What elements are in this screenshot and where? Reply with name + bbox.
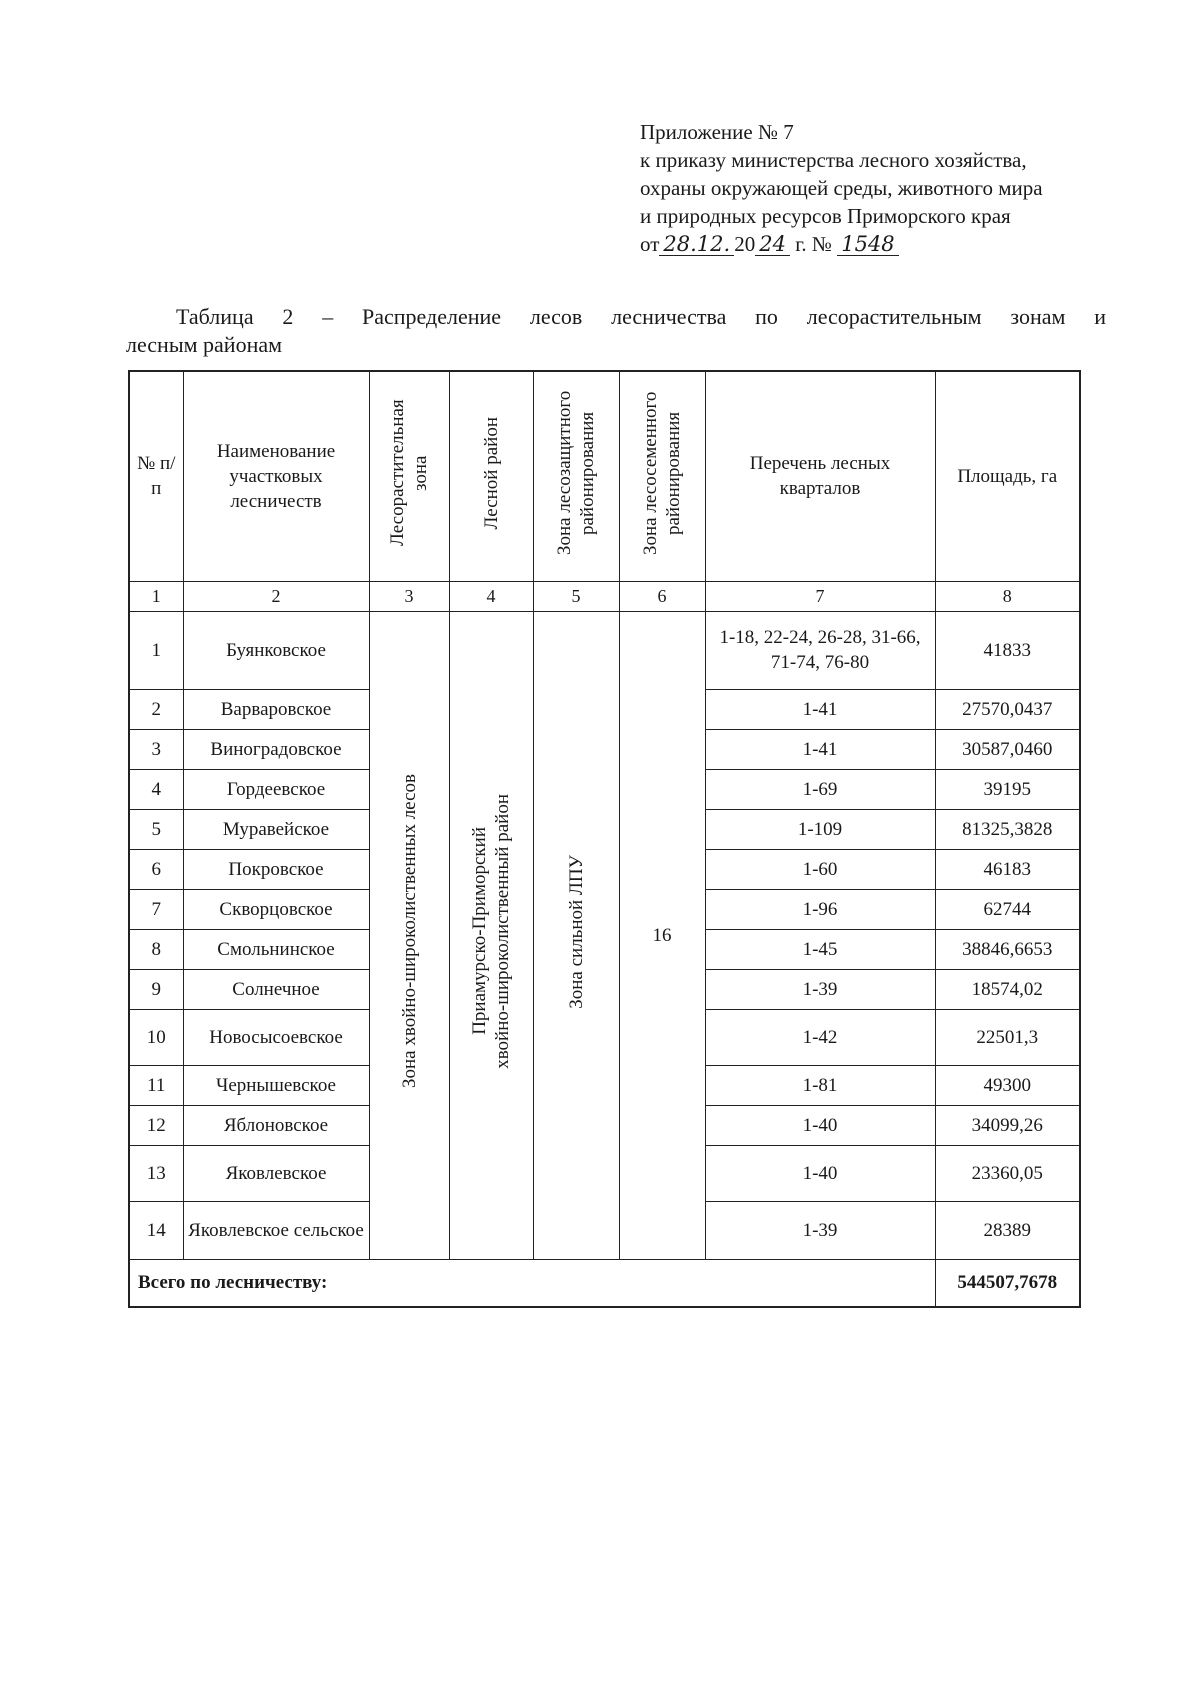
total-area: 544507,7678 bbox=[935, 1259, 1080, 1307]
row-num: 4 bbox=[129, 769, 183, 809]
row-area: 81325,3828 bbox=[935, 809, 1080, 849]
header-protect: Зона лесозащитного районирования bbox=[533, 371, 619, 581]
caption-line-2: лесным районам bbox=[126, 332, 283, 357]
header-area: Площадь, га bbox=[935, 371, 1080, 581]
row-area: 39195 bbox=[935, 769, 1080, 809]
row-name: Яковлевское сельское bbox=[183, 1201, 369, 1259]
date-year-prefix: 20 bbox=[734, 232, 756, 256]
merged-seed: 16 bbox=[619, 611, 705, 1259]
total-label: Всего по лесничеству: bbox=[129, 1259, 935, 1307]
row-quarters: 1-39 bbox=[705, 1201, 935, 1259]
row-quarters: 1-41 bbox=[705, 689, 935, 729]
row-quarters: 1-109 bbox=[705, 809, 935, 849]
row-area: 62744 bbox=[935, 889, 1080, 929]
appendix-header bbox=[640, 118, 1043, 258]
row-name: Буянковское bbox=[183, 611, 369, 689]
handwritten-order-number: 1548 bbox=[837, 233, 898, 256]
caption-line-1: Таблица 2 – Распределение лесов лесничества по лесорастительным зонам и bbox=[176, 304, 1106, 329]
row-name: Солнечное bbox=[183, 969, 369, 1009]
row-quarters: 1-42 bbox=[705, 1009, 935, 1065]
row-name: Яковлевское bbox=[183, 1145, 369, 1201]
header-seed: Зона лесосеменного районирования bbox=[619, 371, 705, 581]
col-number: 3 bbox=[369, 581, 449, 611]
handwritten-date: 28.12. bbox=[659, 233, 734, 256]
appendix-date-line bbox=[640, 230, 1043, 258]
row-quarters: 1-60 bbox=[705, 849, 935, 889]
appendix-ministry-line: охраны окружающей среды, животного мира bbox=[640, 176, 1043, 200]
row-num: 7 bbox=[129, 889, 183, 929]
column-numbers-row bbox=[129, 581, 1080, 611]
row-name: Варваровское bbox=[183, 689, 369, 729]
row-num: 12 bbox=[129, 1105, 183, 1145]
table-row bbox=[129, 611, 1080, 689]
merged-protect: Зона сильной ЛПУ bbox=[533, 611, 619, 1259]
row-num: 10 bbox=[129, 1009, 183, 1065]
row-area: 38846,6653 bbox=[935, 929, 1080, 969]
row-num: 2 bbox=[129, 689, 183, 729]
header-quarters: Перечень лесных кварталов bbox=[705, 371, 935, 581]
row-name: Чернышевское bbox=[183, 1065, 369, 1105]
row-num: 13 bbox=[129, 1145, 183, 1201]
col-number: 1 bbox=[129, 581, 183, 611]
row-area: 30587,0460 bbox=[935, 729, 1080, 769]
row-name: Новосысоевское bbox=[183, 1009, 369, 1065]
row-name: Покровское bbox=[183, 849, 369, 889]
row-name: Виноградовское bbox=[183, 729, 369, 769]
row-name: Гордеевское bbox=[183, 769, 369, 809]
row-area: 49300 bbox=[935, 1065, 1080, 1105]
appendix-order-line: к приказу министерства лесного хозяйства, bbox=[640, 148, 1027, 172]
row-name: Муравейское bbox=[183, 809, 369, 849]
row-quarters: 1-69 bbox=[705, 769, 935, 809]
row-area: 22501,3 bbox=[935, 1009, 1080, 1065]
col-number: 4 bbox=[449, 581, 533, 611]
row-area: 41833 bbox=[935, 611, 1080, 689]
forest-distribution-table bbox=[128, 370, 1081, 1308]
row-name: Яблоновское bbox=[183, 1105, 369, 1145]
col-number: 6 bbox=[619, 581, 705, 611]
header-name: Наименование участковых лесничеств bbox=[183, 371, 369, 581]
total-row bbox=[129, 1259, 1080, 1307]
row-num: 14 bbox=[129, 1201, 183, 1259]
row-area: 46183 bbox=[935, 849, 1080, 889]
row-quarters: 1-40 bbox=[705, 1145, 935, 1201]
row-area: 18574,02 bbox=[935, 969, 1080, 1009]
row-area: 23360,05 bbox=[935, 1145, 1080, 1201]
row-area: 28389 bbox=[935, 1201, 1080, 1259]
row-area: 34099,26 bbox=[935, 1105, 1080, 1145]
col-number: 5 bbox=[533, 581, 619, 611]
header-row bbox=[129, 371, 1080, 581]
merged-zone: Зона хвойно-широколиственных лесов bbox=[369, 611, 449, 1259]
district-line-2: хвойно-широколиственный район bbox=[492, 794, 513, 1069]
district-line-1: Приамурско-Приморский bbox=[469, 827, 490, 1036]
row-quarters: 1-40 bbox=[705, 1105, 935, 1145]
row-quarters: 1-18, 22-24, 26-28, 31-66, 71-74, 76-80 bbox=[705, 611, 935, 689]
handwritten-year: 24 bbox=[755, 233, 790, 256]
row-num: 8 bbox=[129, 929, 183, 969]
row-name: Скворцовское bbox=[183, 889, 369, 929]
row-quarters: 1-41 bbox=[705, 729, 935, 769]
date-suffix: г. № bbox=[795, 232, 832, 256]
row-quarters: 1-96 bbox=[705, 889, 935, 929]
row-num: 11 bbox=[129, 1065, 183, 1105]
merged-district bbox=[449, 611, 533, 1259]
appendix-title: Приложение № 7 bbox=[640, 120, 794, 144]
header-num: № п/п bbox=[129, 371, 183, 581]
row-quarters: 1-81 bbox=[705, 1065, 935, 1105]
header-district: Лесной район bbox=[449, 371, 533, 581]
row-num: 1 bbox=[129, 611, 183, 689]
row-num: 9 bbox=[129, 969, 183, 1009]
row-num: 5 bbox=[129, 809, 183, 849]
row-num: 6 bbox=[129, 849, 183, 889]
row-name: Смольнинское bbox=[183, 929, 369, 969]
row-quarters: 1-39 bbox=[705, 969, 935, 1009]
col-number: 8 bbox=[935, 581, 1080, 611]
header-zone: Лесорастительная зона bbox=[369, 371, 449, 581]
appendix-region-line: и природных ресурсов Приморского края bbox=[640, 204, 1011, 228]
row-quarters: 1-45 bbox=[705, 929, 935, 969]
date-prefix: от bbox=[640, 232, 660, 256]
col-number: 2 bbox=[183, 581, 369, 611]
table-caption bbox=[126, 303, 1106, 359]
row-area: 27570,0437 bbox=[935, 689, 1080, 729]
col-number: 7 bbox=[705, 581, 935, 611]
row-num: 3 bbox=[129, 729, 183, 769]
